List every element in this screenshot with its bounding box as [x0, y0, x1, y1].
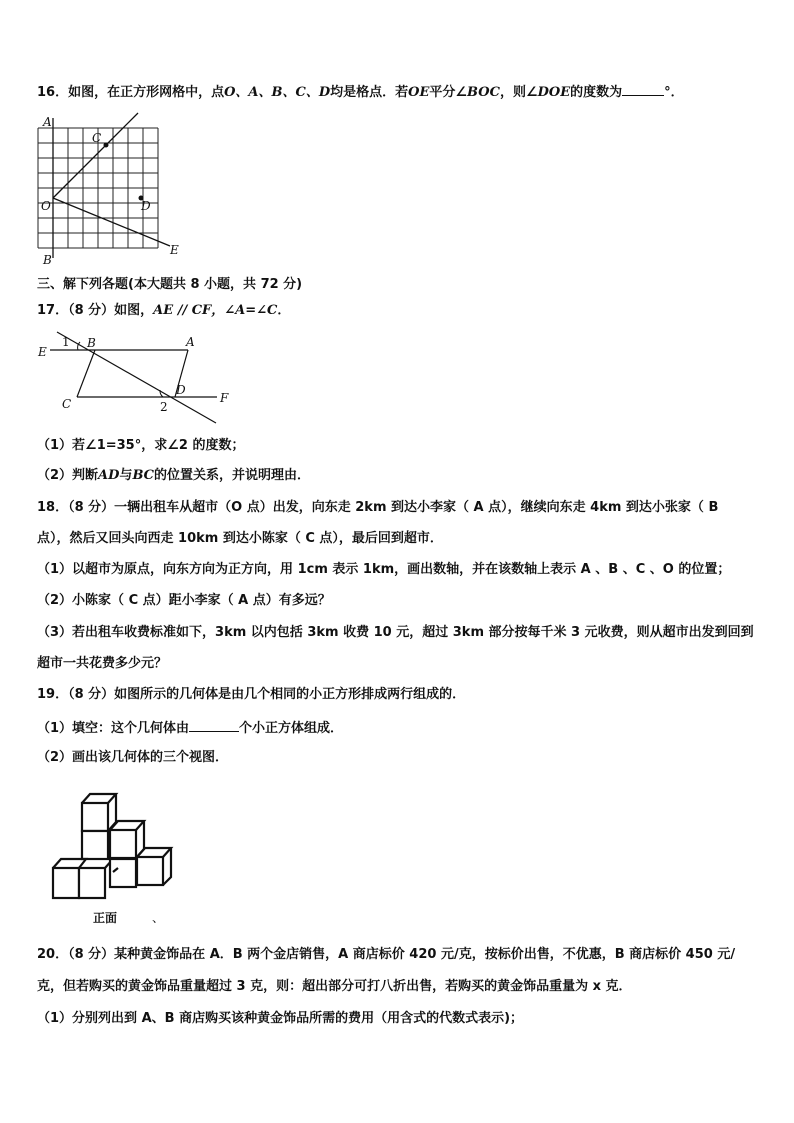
q20-line-2: 克，但若购买的黄金饰品重量超过 3 克，则：超出部分可打八折出售，若购买的黄金饰品重量为 x 克． [37, 979, 632, 994]
label-D: D [141, 199, 151, 213]
label-E: E [38, 345, 47, 359]
q20-line-1: 20．（8 分）某种黄金饰品在 A．B 两个金店销售，A 商店标价 420 元/克，按标价出售，不优惠，B 商店标价 450 元/ [37, 947, 736, 962]
label-D: D [176, 383, 186, 397]
q17-question: 17．（8 分）如图，AE // CF，∠A=∠C． [37, 303, 291, 318]
q17-part-1: （1）若∠1=35°，求∠2 的度数； [37, 438, 245, 453]
label-2: 2 [160, 400, 168, 414]
label-A: A [43, 115, 52, 129]
q18-part-3: （3）若出租车收费标准如下，3km 以内包括 3km 收费 10 元，超过 3km 部分按每千米 3 元收费，则从超市出发到回到 [37, 625, 754, 640]
label-B: B [87, 336, 96, 350]
q20-part-1: （1）分别列出到 A、B 商店购买该种黄金饰品所需的费用（用含式的代数式表示)； [37, 1011, 524, 1026]
label-C: C [92, 131, 102, 145]
label-1: 1 [62, 335, 70, 349]
q19-part-1: （1）填空：这个几何体由 个小正方体组成． [37, 718, 343, 738]
q19-part-2: （2）画出该几何体的三个视图． [37, 750, 229, 765]
q16-question: 16．如图，在正方形网格中，点O、A、B、C、D均是格点．若OE平分∠BOC，则∠DOE的度数为 °． [37, 82, 684, 102]
q18-line-1: 18．（8 分）一辆出租车从超市（O 点）出发，向东走 2km 到达小李家（ A 点），继续向东走 4km 到达小张家（ B [37, 500, 719, 515]
label-E: E [170, 243, 179, 257]
q18-part-1: （1）以超市为原点，向东方向为正方向，用 1cm 表示 1km，画出数轴，并在该数轴上表示 A 、B 、C 、O 的位置； [37, 562, 731, 577]
label-F: F [220, 391, 229, 405]
front-label: 正面 [93, 911, 118, 925]
q17-part-2: （2）判断AD与BC的位置关系，并说明理由． [37, 468, 311, 483]
stray-mark: 、 [152, 911, 165, 925]
label-C: C [62, 397, 72, 411]
q18-part-3-cont: 超市一共花费多少元？ [37, 656, 168, 671]
label-A: A [186, 335, 195, 349]
q18-line-2: 点），然后又回头向西走 10km 到达小陈家（ C 点），最后回到超市． [37, 531, 443, 546]
section-3-heading: 三、解下列各题(本大题共 8 小题，共 72 分) [37, 277, 303, 292]
q19-question: 19．（8 分）如图所示的几何体是由几个相同的小正方形排成两行组成的． [37, 687, 466, 702]
q18-part-2: （2）小陈家（ C 点）距小李家（ A 点）有多远？ [37, 593, 331, 608]
label-B: B [43, 253, 52, 267]
label-O: O [41, 199, 51, 213]
